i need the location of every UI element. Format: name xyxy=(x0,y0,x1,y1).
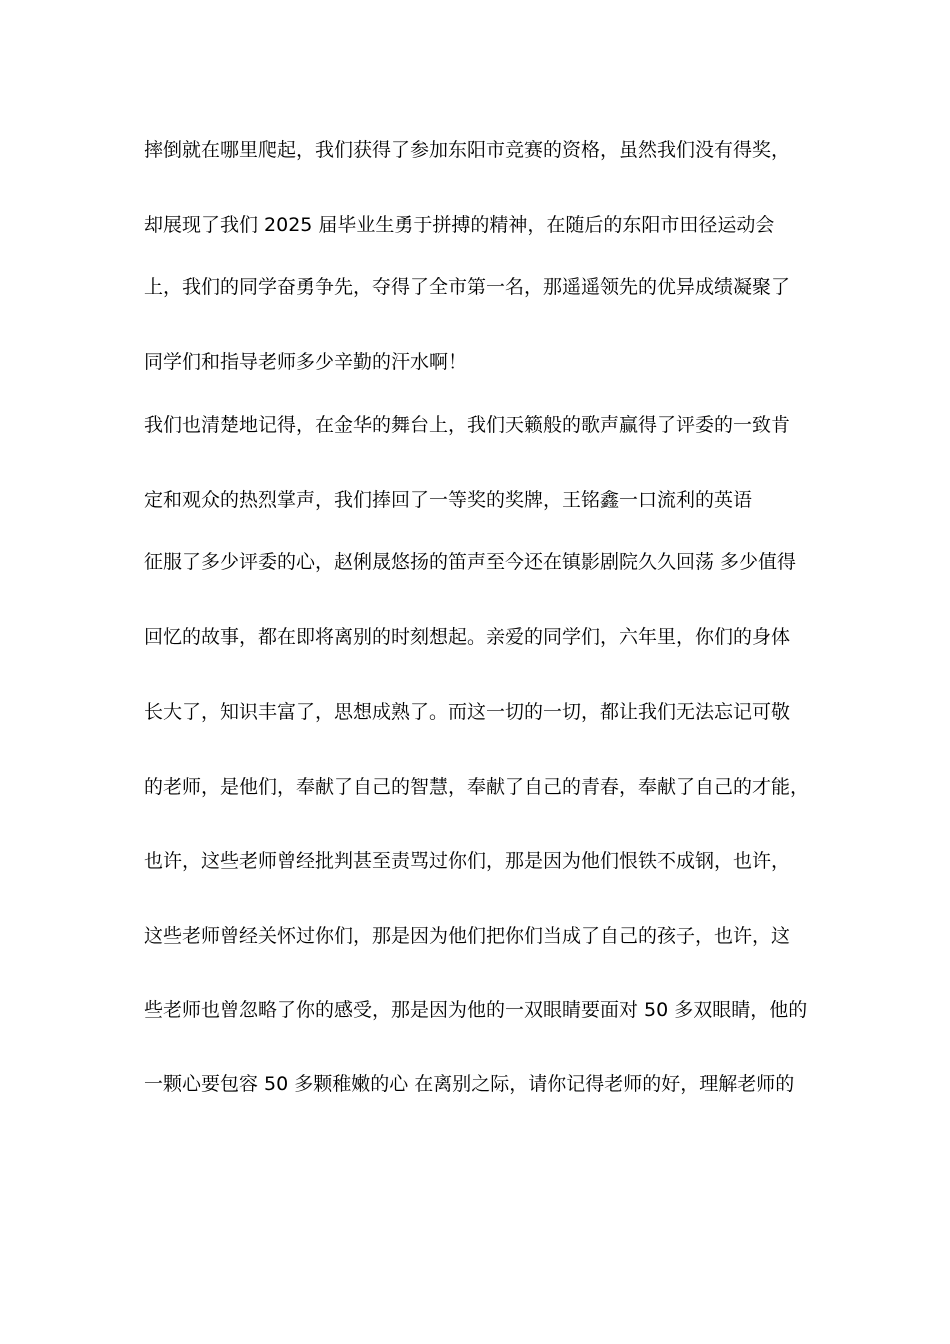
text-line: 也许，这些老师曾经批判甚至责骂过你们，那是因为他们恨铁不成钢，也许， xyxy=(144,850,791,872)
text-line: 我们也清楚地记得，在金华的舞台上，我们天籁般的歌声赢得了评委的一致肯 xyxy=(144,414,791,436)
text-line: 长大了，知识丰富了，思想成熟了。而这一切的一切，都让我们无法忘记可敬 xyxy=(144,701,791,723)
text-line: 征服了多少评委的心，赵俐晟悠扬的笛声至今还在镇影剧院久久回荡 多少值得 xyxy=(144,551,797,573)
text-line: 些老师也曾忽略了你的感受，那是因为他的一双眼睛要面对 50 多双眼睛，他的 xyxy=(144,999,808,1021)
text-line: 这些老师曾经关怀过你们，那是因为他们把你们当成了自己的孩子，也许，这 xyxy=(144,925,791,947)
text-line: 摔倒就在哪里爬起，我们获得了参加东阳市竞赛的资格，虽然我们没有得奖， xyxy=(144,139,791,161)
text-line: 上，我们的同学奋勇争先，夺得了全市第一名，那遥遥领先的优异成绩凝聚了 xyxy=(144,276,791,298)
text-line: 定和观众的热烈掌声，我们捧回了一等奖的奖牌，王铭鑫一口流利的英语 xyxy=(144,489,753,511)
text-line: 却展现了我们 2025 届毕业生勇于拼搏的精神，在随后的东阳市田径运动会 xyxy=(144,214,775,236)
text-line: 同学们和指导老师多少辛勤的汗水啊！ xyxy=(144,351,468,373)
text-line: 一颗心要包容 50 多颗稚嫩的心 在离别之际，请你记得老师的好，理解老师的 xyxy=(144,1073,795,1095)
text-line: 的老师，是他们，奉献了自己的智慧，奉献了自己的青春，奉献了自己的才能， xyxy=(144,776,810,798)
text-line: 回忆的故事，都在即将离别的时刻想起。亲爱的同学们，六年里，你们的身体 xyxy=(144,626,791,648)
